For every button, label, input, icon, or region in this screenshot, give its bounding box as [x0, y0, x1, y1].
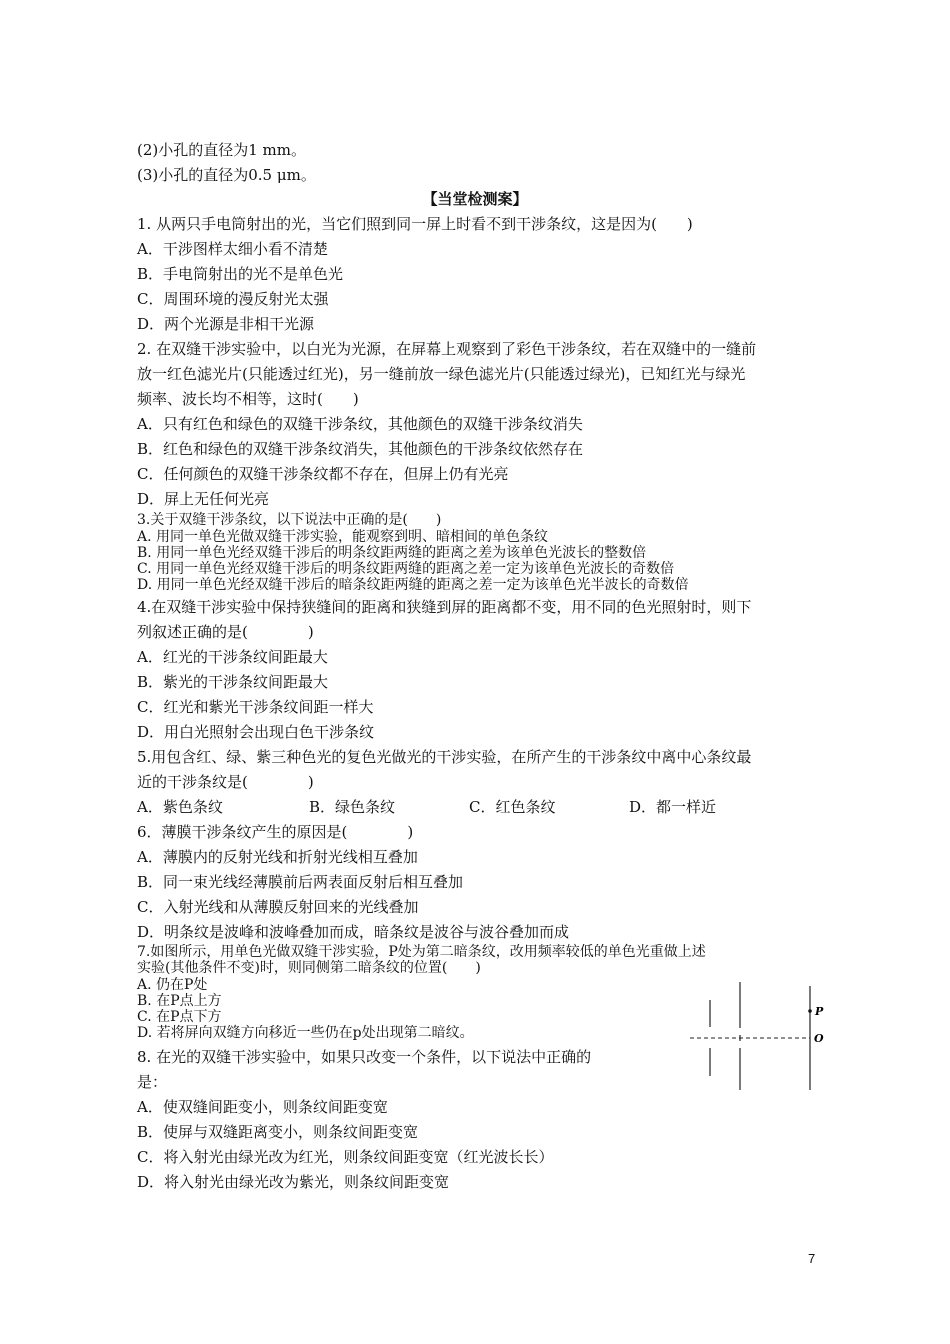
q6-option-b: B．同一束光线经薄膜前后两表面反射后相互叠加 [137, 873, 464, 891]
q2-stem-2: 放一红色滤光片(只能透过红光)，另一缝前放一绿色滤光片(只能透过绿光)，已知红光与绿光 [137, 365, 746, 383]
q3-option-c: C. 用同一单色光经双缝干涉后的明条纹距两缝的距离之差一定为该单色光波长的奇数倍 [137, 561, 675, 577]
q2-option-c: C．任何颜色的双缝干涉条纹都不存在，但屏上仍有光亮 [137, 465, 509, 483]
point-p-marker [808, 1009, 812, 1013]
q1-stem: 1. 从两只手电筒射出的光，当它们照到同一屏上时看不到干涉条纹，这是因为( ) [137, 215, 693, 233]
q1-option-c: C．周围环境的漫反射光太强 [137, 290, 329, 308]
section-title: 【当堂检测案】 [422, 190, 528, 208]
double-slit-diagram [690, 982, 830, 1090]
label-p: P [815, 1005, 824, 1018]
q2-option-b: B．红色和绿色的双缝干涉条纹消失，其他颜色的干涉条纹依然存在 [137, 440, 584, 458]
q6-option-a: A．薄膜内的反射光线和折射光线相互叠加 [137, 848, 418, 866]
q2-option-a: A．只有红色和绿色的双缝干涉条纹，其他颜色的双缝干涉条纹消失 [137, 415, 583, 433]
q3-option-b: B. 用同一单色光经双缝干涉后的明条纹距两缝的距离之差为该单色光波长的整数倍 [137, 545, 647, 561]
q7-option-a: A. 仍在P处 [137, 977, 208, 993]
q7-option-d: D. 若将屏向双缝方向移近一些仍在p处出现第二暗纹。 [137, 1025, 474, 1041]
q8-option-b: B．使屏与双缝距离变小，则条纹间距变宽 [137, 1123, 419, 1141]
q4-option-a: A．红光的干涉条纹间距最大 [137, 648, 328, 666]
q2-option-d: D．屏上无任何光亮 [137, 490, 270, 508]
pre-line-3: (3)小孔的直径为0.5 μm。 [137, 166, 316, 184]
q5-option-c: C．红色条纹 [469, 798, 556, 816]
q5-option-a: A．紫色条纹 [137, 798, 223, 816]
q5-option-d: D．都一样近 [629, 798, 717, 816]
page-number: 7 [808, 1251, 816, 1266]
q3-option-a: A. 用同一单色光做双缝干涉实验，能观察到明、暗相间的单色条纹 [137, 529, 549, 545]
q5-options-row [137, 798, 716, 816]
q4-option-c: C．红光和紫光干涉条纹间距一样大 [137, 698, 374, 716]
q3-option-d: D. 用同一单色光经双缝干涉后的暗条纹距两缝的距离之差一定为该单色光半波长的奇数倍 [137, 577, 689, 593]
q6-option-d: D．明条纹是波峰和波峰叠加而成，暗条纹是波谷与波谷叠加而成 [137, 923, 570, 941]
q7-stem-2: 实验(其他条件不变)时，则同侧第二暗条纹的位置( ) [137, 960, 481, 976]
q8-option-c: C．将入射光由绿光改为红光，则条纹间距变宽（红光波长长） [137, 1148, 554, 1166]
q6-option-c: C．入射光线和从薄膜反射回来的光线叠加 [137, 898, 419, 916]
q8-option-d: D．将入射光由绿光改为紫光，则条纹间距变宽 [137, 1173, 450, 1191]
label-o: O [814, 1032, 824, 1045]
q4-stem-1: 4.在双缝干涉实验中保持狭缝间的距离和狭缝到屏的距离都不变，用不同的色光照射时，则下 [137, 598, 752, 616]
q2-stem-1: 2. 在双缝干涉实验中，以白光为光源，在屏幕上观察到了彩色干涉条纹，若在双缝中的一缝前 [137, 340, 757, 358]
q3-stem: 3.关于双缝干涉条纹，以下说法中正确的是( ) [137, 512, 442, 528]
q6-stem: 6．薄膜干涉条纹产生的原因是( ) [137, 823, 414, 841]
pre-line-2: (2)小孔的直径为1 mm。 [137, 141, 307, 159]
q1-option-a: A．干涉图样太细小看不清楚 [137, 240, 328, 258]
q4-option-d: D．用白光照射会出现白色干涉条纹 [137, 723, 375, 741]
q8-stem-2: 是： [137, 1073, 168, 1091]
q2-stem-3: 频率、波长均不相等，这时( ) [137, 390, 359, 408]
q7-stem-1: 7.如图所示，用单色光做双缝干涉实验，P处为第二暗条纹，改用频率较低的单色光重做上述 [137, 944, 706, 960]
q8-stem-1: 8. 在光的双缝干涉实验中，如果只改变一个条件，以下说法中正确的 [137, 1048, 592, 1066]
q4-stem-2: 列叙述正确的是( ) [137, 623, 314, 641]
q1-option-b: B．手电筒射出的光不是单色光 [137, 265, 344, 283]
q5-option-b: B．绿色条纹 [309, 798, 396, 816]
q5-stem-2: 近的干涉条纹是( ) [137, 773, 314, 791]
q8-option-a: A．使双缝间距变小，则条纹间距变宽 [137, 1098, 388, 1116]
q1-option-d: D．两个光源是非相干光源 [137, 315, 315, 333]
q7-option-c: C. 在P点下方 [137, 1009, 222, 1025]
q5-stem-1: 5.用包含红、绿、紫三种色光的复色光做光的干涉实验，在所产生的干涉条纹中离中心条纹最 [137, 748, 752, 766]
q7-option-b: B. 在P点上方 [137, 993, 222, 1009]
q4-option-b: B．紫光的干涉条纹间距最大 [137, 673, 329, 691]
